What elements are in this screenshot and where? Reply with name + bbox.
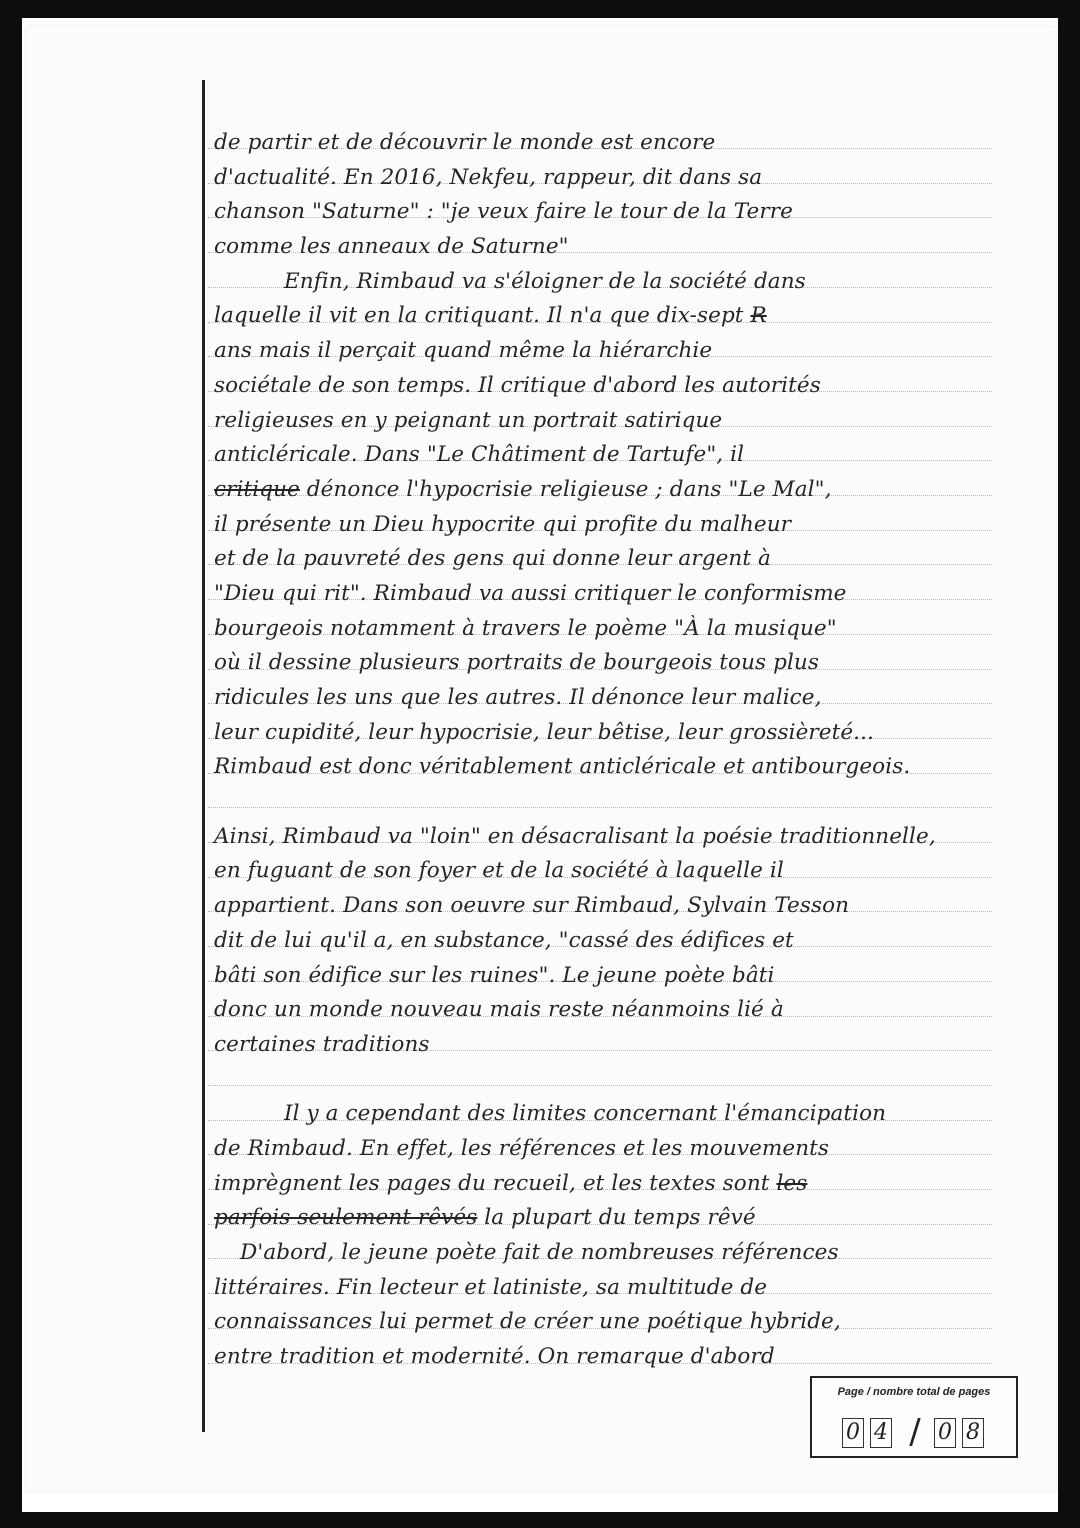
text-line: comme les anneaux de Saturne" — [214, 234, 569, 260]
text-line: appartient. Dans son oeuvre sur Rimbaud, Sylvain Tesson — [214, 893, 850, 919]
text-line: Il y a cependant des limites concernant l'émancipation — [284, 1101, 887, 1127]
blank-line — [214, 785, 994, 820]
text-line — [214, 1167, 994, 1202]
text-line: Enfin, Rimbaud va s'éloigner de la société dans — [284, 268, 806, 294]
line-text: la plupart du temps rêvé — [484, 1205, 756, 1231]
text-line: connaissances lui permet de créer une poétique hybride, — [214, 1309, 841, 1335]
page-counter-box — [810, 1376, 1018, 1458]
text-line: et de la pauvreté des gens qui donne leur argent à — [214, 546, 771, 572]
text-line: donc un monde nouveau mais reste néanmoins lié à — [214, 997, 784, 1023]
text-line: de Rimbaud. En effet, les références et les mouvements — [214, 1135, 830, 1161]
text-line: ans mais il perçait quand même la hiérarchie — [214, 338, 713, 364]
text-line: ridicules les uns que les autres. Il dénonce leur malice, — [214, 685, 822, 710]
text-line: d'actualité. En 2016, Nekfeu, rappeur, dit dans sa — [214, 164, 763, 190]
handwritten-page — [26, 26, 1056, 1492]
struck-text: R — [750, 303, 767, 329]
text-line: bourgeois notamment à travers le poème "À la musique" — [214, 615, 837, 641]
current-page-digit: 4 — [870, 1418, 892, 1448]
struck-text: les — [776, 1170, 808, 1196]
text-line: où il dessine plusieurs portraits de bourgeois tous plus — [214, 650, 820, 676]
text-line: en fuguant de son foyer et de la société à laquelle il — [214, 858, 784, 884]
total-pages-digit: 8 — [962, 1418, 984, 1448]
blank-line — [214, 1063, 994, 1098]
current-page-digit: 0 — [842, 1418, 864, 1448]
text-line: il présente un Dieu hypocrite qui profite du malheur — [214, 511, 792, 537]
text-line: dit de lui qu'il a, en substance, "cassé des édifices et — [214, 927, 794, 953]
text-line: "Dieu qui rit". Rimbaud va aussi critiquer le conformisme — [214, 580, 847, 606]
margin-rule — [202, 80, 205, 1432]
page-separator: / — [909, 1412, 921, 1452]
text-line: chanson "Saturne" : "je veux faire le tour de la Terre — [214, 199, 793, 225]
line-text: dénonce l'hypocrisie religieuse ; dans "Le Mal", — [306, 476, 832, 502]
text-line: Ainsi, Rimbaud va "loin" en désacralisant la poésie traditionnelle, — [214, 823, 936, 849]
text-line: D'abord, le jeune poète fait de nombreuses références — [240, 1240, 839, 1265]
text-line: religieuses en y peignant un portrait satirique — [214, 407, 723, 433]
total-pages-digit: 0 — [934, 1418, 956, 1448]
text-line: de partir et de découvrir le monde est encore — [214, 130, 716, 155]
text-line: sociétale de son temps. Il critique d'abord les autorités — [214, 372, 821, 398]
text-line: bâti son édifice sur les ruines". Le jeune poète bâti — [214, 962, 775, 988]
handwritten-text — [214, 126, 994, 1375]
text-line: anticléricale. Dans "Le Châtiment de Tartufe", il — [214, 442, 745, 468]
text-line — [214, 1201, 994, 1236]
text-line: certaines traditions — [214, 1031, 430, 1057]
text-line: entre tradition et modernité. On remarque d'abord — [214, 1344, 775, 1370]
text-line — [214, 473, 994, 508]
struck-text: parfois seulement rêvés — [214, 1205, 478, 1231]
struck-text: critique — [214, 476, 300, 502]
line-text: imprègnent les pages du recueil, et les textes sont — [214, 1170, 770, 1196]
line-text: laquelle il vit en la critiquant. Il n'a que dix-sept — [214, 303, 744, 329]
text-line: Rimbaud est donc véritablement anticléricale et antibourgeois. — [214, 754, 911, 780]
page-counter-label: Page / nombre total de pages — [837, 1386, 991, 1398]
text-line: leur cupidité, leur hypocrisie, leur bêtise, leur grossièreté... — [214, 719, 874, 745]
text-line — [214, 299, 994, 334]
text-line: littéraires. Fin lecteur et latiniste, sa multitude de — [214, 1274, 768, 1300]
